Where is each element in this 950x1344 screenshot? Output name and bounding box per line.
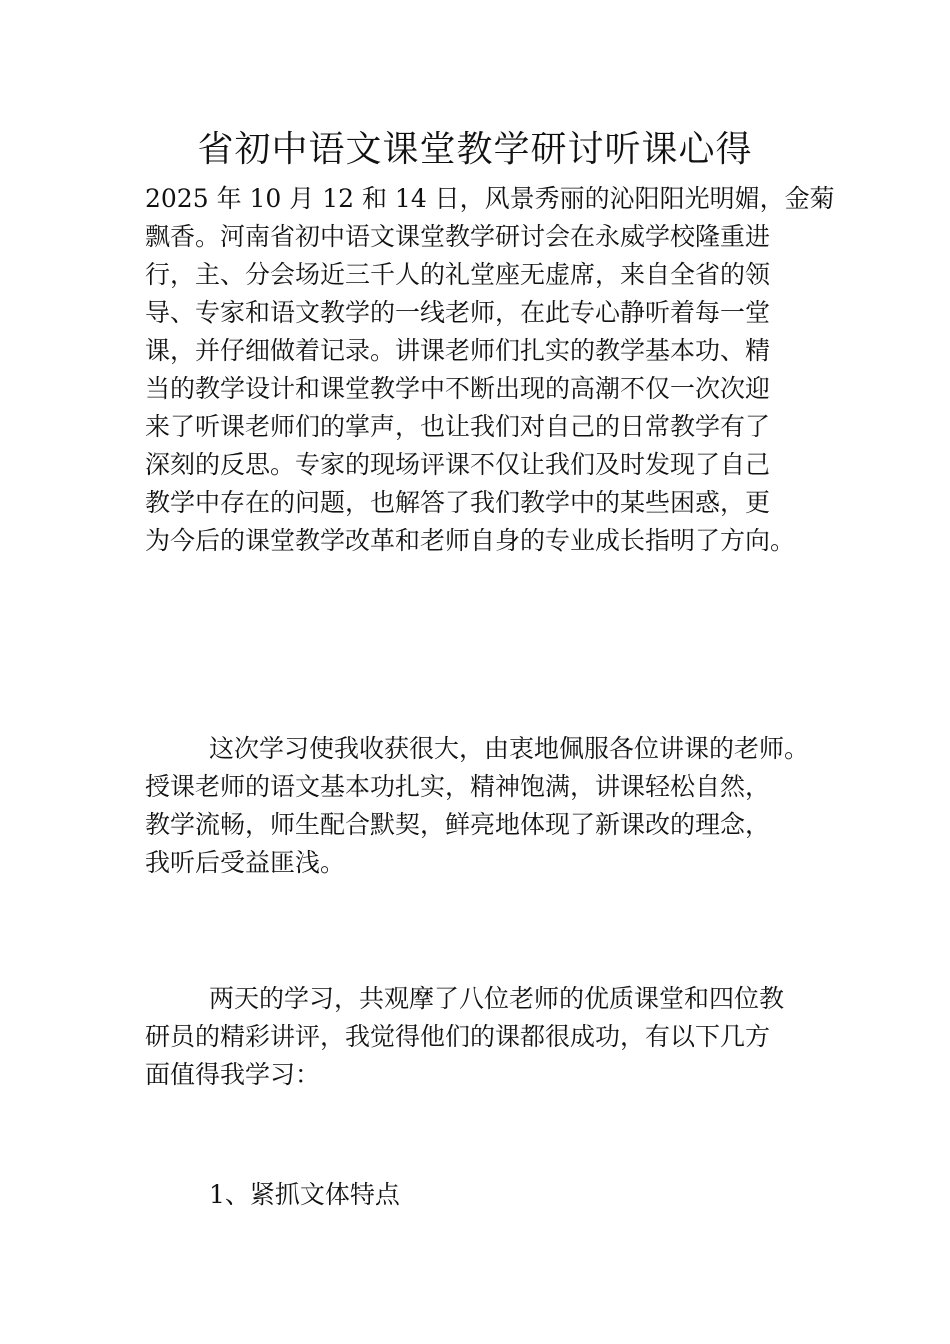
text-line: 导、专家和语文教学的一线老师，在此专心静听着每一堂 [145, 298, 771, 327]
text-line: 研员的精彩讲评，我觉得他们的课都很成功，有以下几方 [145, 1022, 771, 1051]
document-title: 省初中语文课堂教学研讨听课心得 [197, 129, 753, 170]
text-line: 当的教学设计和课堂教学中不断出现的高潮不仅一次次迎 [145, 374, 771, 403]
text-line: 飘香。河南省初中语文课堂教学研讨会在永威学校隆重进 [145, 222, 771, 251]
text-line: 授课老师的语文基本功扎实，精神饱满，讲课轻松自然， [145, 772, 771, 801]
text-line: 行，主、分会场近三千人的礼堂座无虚席，来自全省的领 [145, 260, 771, 289]
section-heading-text: 1、紧抓文体特点 [209, 1180, 400, 1209]
text-line: 面值得我学习： [145, 1060, 321, 1089]
text-line: 为今后的课堂教学改革和老师自身的专业成长指明了方向。 [145, 526, 796, 555]
text-line: 这次学习使我收获很大，由衷地佩服各位讲课的老师。 [209, 734, 810, 763]
text-line: 我听后受益匪浅。 [145, 848, 346, 877]
paragraph-intro [145, 180, 835, 560]
text-line: 课，并仔细做着记录。讲课老师们扎实的教学基本功、精 [145, 336, 771, 365]
text-line: 教学流畅，师生配合默契，鲜亮地体现了新课改的理念， [145, 810, 771, 839]
text-line: 来了听课老师们的掌声，也让我们对自己的日常教学有了 [145, 412, 771, 441]
text-line: 教学中存在的问题，也解答了我们教学中的某些困惑，更 [145, 488, 771, 517]
text-line: 2025 年 10 月 12 和 14 日，风景秀丽的沁阳阳光明媚，金菊 [145, 184, 835, 213]
paragraph-observation [145, 980, 810, 1094]
text-line: 深刻的反思。专家的现场评课不仅让我们及时发现了自己 [145, 450, 771, 479]
section-heading-1 [145, 1176, 810, 1214]
paragraph-learning [145, 730, 810, 882]
text-line: 两天的学习，共观摩了八位老师的优质课堂和四位教 [209, 984, 785, 1013]
